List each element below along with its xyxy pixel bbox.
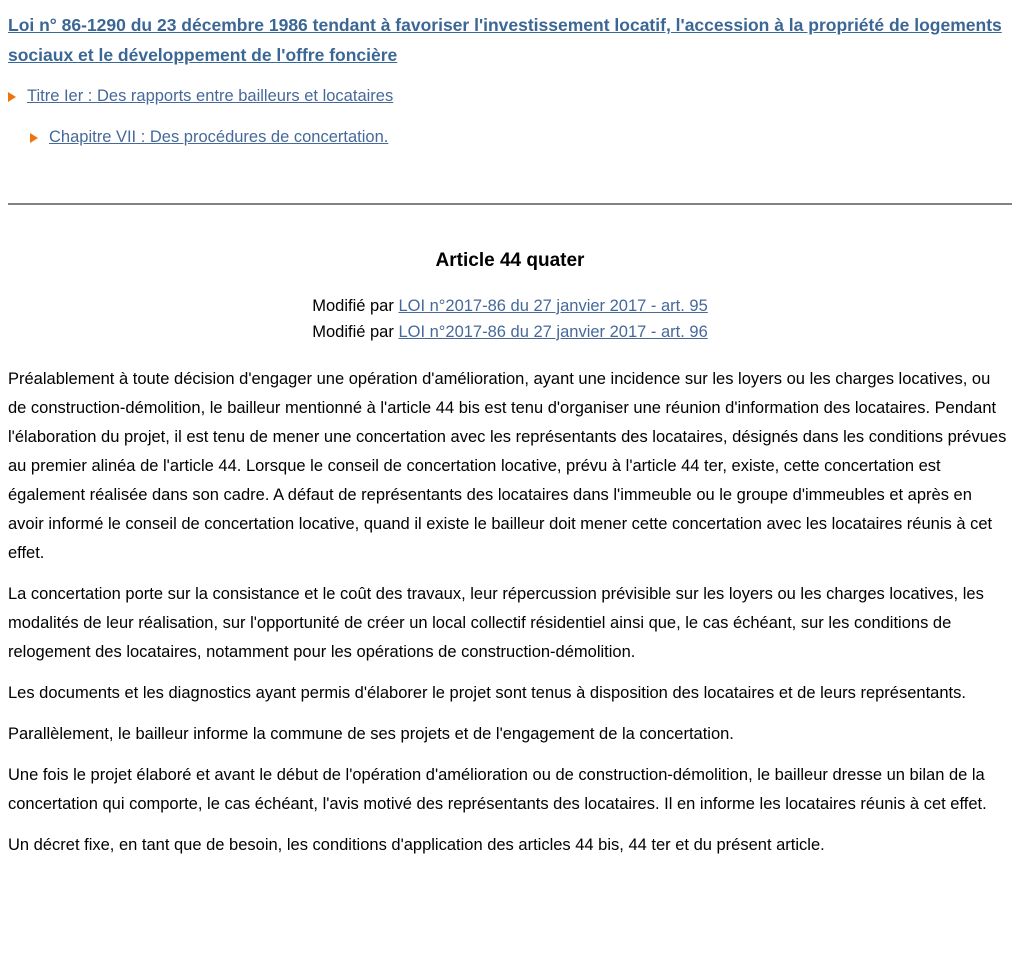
modification-prefix: Modifié par bbox=[312, 297, 399, 315]
article-paragraph: Préalablement à toute décision d'engager une opération d'amélioration, ayant une incidence sur les loyers ou les charges locatives, ou de construction-démolition, le bailleur mentionné à l'article 44 bis est tenu d'organiser une réunion d'information des locataires. Pendant l'élaboration du projet, il est tenu de mener une concertation avec les représentants des locataires, désignés dans les conditions prévues au premier alinéa de l'article 44. Lorsque le conseil de concertation locative, prévu à l'article 44 ter, existe, cette concertation est également réalisée dans son cadre. A défaut de représentants des locataires dans l'immeuble ou le groupe d'immeubles et après en avoir informé le conseil de concertation locative, quand il existe le bailleur doit mener cette concertation avec les locataires réunis à cet effet. bbox=[8, 370, 1007, 562]
article-paragraph: Les documents et les diagnostics ayant permis d'élaborer le projet sont tenus à disposition des locataires et de leurs représentants. bbox=[8, 684, 966, 702]
modification-law-link[interactable]: LOI n°2017-86 du 27 janvier 2017 - art. 95 bbox=[398, 297, 708, 315]
breadcrumb-titre-link[interactable]: Titre Ier : Des rapports entre bailleurs et locataires bbox=[27, 87, 394, 105]
modification-list bbox=[8, 293, 1012, 345]
article-paragraph: Un décret fixe, en tant que de besoin, les conditions d'application des articles 44 bis, 44 ter et du présent article. bbox=[8, 836, 825, 854]
triangle-right-icon bbox=[8, 92, 16, 102]
breadcrumb bbox=[8, 86, 1012, 148]
article-title: Article 44 quater bbox=[435, 250, 585, 271]
modification-line bbox=[8, 319, 1012, 345]
breadcrumb-item-chapitre bbox=[30, 127, 1012, 148]
modification-prefix: Modifié par bbox=[312, 323, 399, 341]
breadcrumb-item-titre bbox=[8, 86, 1012, 107]
article-paragraph: Une fois le projet élaboré et avant le début de l'opération d'amélioration ou de construction-démolition, le bailleur dresse un bilan de la concertation qui comporte, le cas échéant, l'avis motivé des représentants des locataires. Il en informe les locataires réunis à cet effet. bbox=[8, 766, 987, 813]
law-title-link[interactable]: Loi n° 86-1290 du 23 décembre 1986 tendant à favoriser l'investissement locatif, l'accession à la propriété de logements sociaux et le développement de l'offre foncière bbox=[8, 15, 1002, 65]
article-paragraph: La concertation porte sur la consistance et le coût des travaux, leur répercussion prévisible sur les loyers ou les charges locatives, les modalités de leur réalisation, sur l'opportunité de créer un local collectif résidentiel ainsi que, le cas échéant, sur les conditions de relogement des locataires, notamment pour les opérations de construction-démolition. bbox=[8, 585, 984, 661]
article-section bbox=[8, 250, 1012, 860]
triangle-right-icon bbox=[30, 133, 38, 143]
article-body bbox=[8, 365, 1012, 860]
modification-law-link[interactable]: LOI n°2017-86 du 27 janvier 2017 - art. 96 bbox=[398, 323, 708, 341]
modification-line bbox=[8, 293, 1012, 319]
section-divider bbox=[8, 203, 1012, 205]
breadcrumb-chapitre-link[interactable]: Chapitre VII : Des procédures de concertation. bbox=[49, 128, 389, 146]
article-paragraph: Parallèlement, le bailleur informe la commune de ses projets et de l'engagement de la concertation. bbox=[8, 725, 734, 743]
